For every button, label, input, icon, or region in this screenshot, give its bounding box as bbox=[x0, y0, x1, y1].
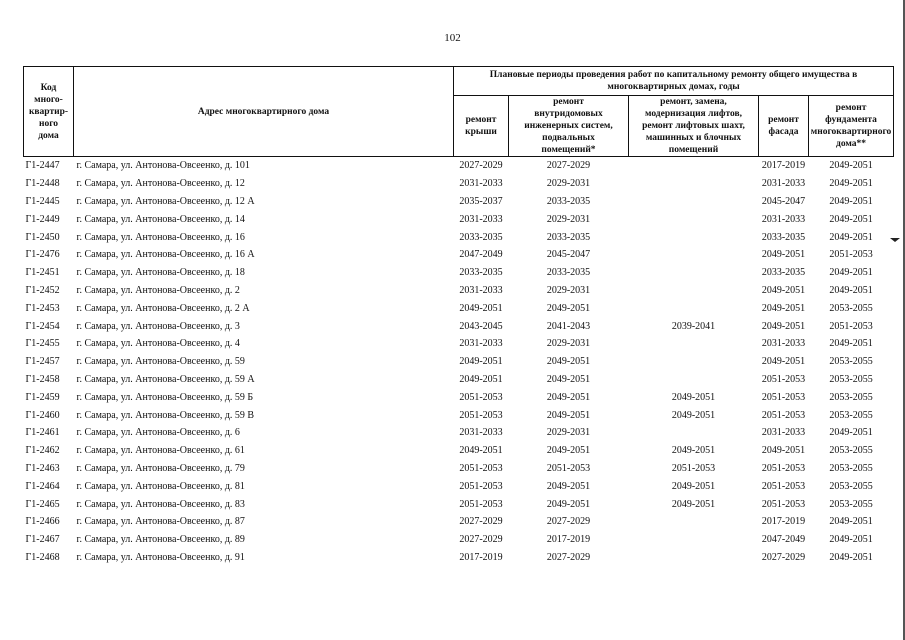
cell-elevators: 2049-2051 bbox=[671, 498, 716, 510]
table-row bbox=[24, 371, 894, 389]
cell-facade: 2049-2051 bbox=[761, 249, 806, 261]
cell-roof: 2027-2029 bbox=[459, 516, 503, 528]
cell-systems: 2029-2031 bbox=[546, 213, 591, 225]
cell-roof: 2017-2019 bbox=[459, 551, 503, 563]
cell-foundation: 2049-2051 bbox=[829, 516, 873, 528]
table-row bbox=[24, 549, 894, 567]
cell-address: г. Самара, ул. Антонова-Овсеенко, д. 16 bbox=[76, 231, 245, 243]
table-row bbox=[24, 175, 894, 193]
cell-roof: 2031-2033 bbox=[459, 178, 503, 190]
cell-roof: 2051-2053 bbox=[459, 391, 503, 403]
table-row bbox=[24, 228, 894, 246]
cell-roof: 2027-2029 bbox=[459, 160, 503, 172]
cell-elevators bbox=[629, 424, 759, 442]
cell-facade: 2051-2053 bbox=[761, 498, 806, 510]
cell-facade: 2051-2053 bbox=[761, 462, 806, 474]
cell-elevators bbox=[629, 193, 759, 211]
cell-roof: 2051-2053 bbox=[459, 480, 503, 492]
header-elevators: ремонт, замена, модернизация лифтов, ремонт лифтовых шахт, машинных и блочных помещений bbox=[629, 96, 759, 157]
cell-facade: 2027-2029 bbox=[761, 551, 806, 563]
cell-facade: 2051-2053 bbox=[761, 391, 806, 403]
cell-facade: 2049-2051 bbox=[761, 356, 806, 368]
cell-code: Г1-2458 bbox=[25, 373, 60, 385]
cell-address: г. Самара, ул. Антонова-Овсеенко, д. 59 bbox=[76, 356, 245, 368]
cell-elevators bbox=[629, 353, 759, 371]
cell-code: Г1-2445 bbox=[25, 195, 60, 207]
header-foundation: ремонт фундамента многоквартирного дома** bbox=[809, 96, 894, 157]
cell-foundation: 2049-2051 bbox=[829, 195, 873, 207]
cell-elevators: 2049-2051 bbox=[671, 391, 716, 403]
cell-foundation: 2051-2053 bbox=[829, 320, 873, 332]
header-group-text: Плановые периоды проведения работ по капитальному ремонту общего имущества в многоквартирных домах, годы bbox=[489, 70, 858, 92]
cell-systems: 2049-2051 bbox=[546, 480, 591, 492]
cell-roof: 2031-2033 bbox=[459, 338, 503, 350]
cell-address: г. Самара, ул. Антонова-Овсеенко, д. 12 bbox=[76, 178, 245, 190]
cell-roof: 2049-2051 bbox=[459, 302, 503, 314]
cell-systems: 2049-2051 bbox=[546, 409, 591, 421]
header-roof: ремонт крыши bbox=[454, 96, 509, 157]
cell-address: г. Самара, ул. Антонова-Овсеенко, д. 2 bbox=[76, 284, 240, 296]
cell-roof: 2035-2037 bbox=[459, 195, 503, 207]
table-row bbox=[24, 388, 894, 406]
cell-facade: 2017-2019 bbox=[761, 160, 806, 172]
cell-code: Г1-2454 bbox=[25, 320, 60, 332]
cell-address: г. Самара, ул. Антонова-Овсеенко, д. 18 bbox=[76, 267, 245, 279]
cell-systems: 2029-2031 bbox=[546, 284, 591, 296]
cell-systems: 2033-2035 bbox=[546, 267, 591, 279]
cell-elevators: 2049-2051 bbox=[671, 409, 716, 421]
cell-elevators bbox=[629, 175, 759, 193]
cell-facade: 2049-2051 bbox=[761, 302, 806, 314]
table-row bbox=[24, 157, 894, 175]
cell-roof: 2049-2051 bbox=[459, 373, 503, 385]
header-systems: ремонт внутридомовых инженерных систем, подвальных помещений* bbox=[509, 96, 629, 157]
cell-systems: 2049-2051 bbox=[546, 356, 591, 368]
cell-systems: 2029-2031 bbox=[546, 338, 591, 350]
cell-code: Г1-2464 bbox=[25, 480, 60, 492]
page-number: 102 bbox=[444, 32, 461, 44]
cell-elevators bbox=[629, 282, 759, 300]
table-row bbox=[24, 335, 894, 353]
cell-elevators bbox=[629, 228, 759, 246]
cell-address: г. Самара, ул. Антонова-Овсеенко, д. 59 Б bbox=[76, 391, 254, 403]
table-row bbox=[24, 193, 894, 211]
cell-foundation: 2053-2055 bbox=[829, 373, 873, 385]
cell-foundation: 2053-2055 bbox=[829, 302, 873, 314]
cell-elevators: 2039-2041 bbox=[671, 320, 716, 332]
cell-systems: 2029-2031 bbox=[546, 427, 591, 439]
cell-roof: 2047-2049 bbox=[459, 249, 503, 261]
cell-foundation: 2053-2055 bbox=[829, 445, 873, 457]
cell-systems: 2045-2047 bbox=[546, 249, 591, 261]
cell-foundation: 2053-2055 bbox=[829, 462, 873, 474]
cell-foundation: 2049-2051 bbox=[829, 160, 873, 172]
cell-address: г. Самара, ул. Антонова-Овсеенко, д. 81 bbox=[76, 480, 245, 492]
cell-facade: 2031-2033 bbox=[761, 178, 806, 190]
cell-elevators bbox=[629, 246, 759, 264]
cell-foundation: 2049-2051 bbox=[829, 267, 873, 279]
cell-code: Г1-2463 bbox=[25, 462, 60, 474]
cell-foundation: 2051-2053 bbox=[829, 249, 873, 261]
cell-code: Г1-2459 bbox=[25, 391, 60, 403]
cell-roof: 2051-2053 bbox=[459, 498, 503, 510]
cell-facade: 2031-2033 bbox=[761, 427, 806, 439]
cell-address: г. Самара, ул. Антонова-Овсеенко, д. 59 А bbox=[76, 373, 255, 385]
cell-code: Г1-2450 bbox=[25, 231, 60, 243]
cell-elevators: 2049-2051 bbox=[671, 445, 716, 457]
cell-systems: 2017-2019 bbox=[546, 534, 591, 546]
cell-code: Г1-2451 bbox=[25, 267, 60, 279]
header-address: Адрес многоквартирного дома bbox=[74, 67, 454, 157]
cell-facade: 2033-2035 bbox=[761, 231, 806, 243]
cell-code: Г1-2452 bbox=[25, 284, 60, 296]
cell-address: г. Самара, ул. Антонова-Овсеенко, д. 87 bbox=[76, 516, 245, 528]
table-row bbox=[24, 442, 894, 460]
cell-code: Г1-2467 bbox=[25, 534, 60, 546]
table-row bbox=[24, 424, 894, 442]
cell-code: Г1-2455 bbox=[25, 338, 60, 350]
cell-facade: 2049-2051 bbox=[761, 445, 806, 457]
cell-facade: 2049-2051 bbox=[761, 320, 806, 332]
cell-facade: 2051-2053 bbox=[761, 409, 806, 421]
cell-address: г. Самара, ул. Антонова-Овсеенко, д. 2 А bbox=[76, 302, 250, 314]
cell-systems: 2051-2053 bbox=[546, 462, 591, 474]
cell-code: Г1-2466 bbox=[25, 516, 60, 528]
table-row bbox=[24, 406, 894, 424]
cell-code: Г1-2465 bbox=[25, 498, 60, 510]
cell-facade: 2051-2053 bbox=[761, 480, 806, 492]
table-row bbox=[24, 460, 894, 478]
cell-facade: 2031-2033 bbox=[761, 338, 806, 350]
cell-code: Г1-2476 bbox=[25, 249, 60, 261]
cell-roof: 2033-2035 bbox=[459, 267, 503, 279]
cell-foundation: 2053-2055 bbox=[829, 409, 873, 421]
header-group-title bbox=[454, 67, 894, 96]
cell-systems: 2049-2051 bbox=[546, 391, 591, 403]
table-row bbox=[24, 299, 894, 317]
cell-systems: 2049-2051 bbox=[546, 302, 591, 314]
cell-address: г. Самара, ул. Антонова-Овсеенко, д. 83 bbox=[76, 498, 245, 510]
cell-code: Г1-2453 bbox=[25, 302, 60, 314]
cell-foundation: 2049-2051 bbox=[829, 551, 873, 563]
cell-address: г. Самара, ул. Антонова-Овсеенко, д. 4 bbox=[76, 338, 240, 350]
cell-elevators bbox=[629, 513, 759, 531]
cell-roof: 2033-2035 bbox=[459, 231, 503, 243]
cell-facade: 2051-2053 bbox=[761, 373, 806, 385]
cell-code: Г1-2447 bbox=[25, 160, 60, 172]
cell-foundation: 2049-2051 bbox=[829, 231, 873, 243]
cell-facade: 2017-2019 bbox=[761, 516, 806, 528]
cell-foundation: 2053-2055 bbox=[829, 391, 873, 403]
cell-elevators bbox=[629, 371, 759, 389]
header-code-text: Код много- квартир- ного дома bbox=[28, 82, 69, 141]
cell-elevators bbox=[629, 210, 759, 228]
cell-roof: 2031-2033 bbox=[459, 427, 503, 439]
cell-address: г. Самара, ул. Антонова-Овсеенко, д. 3 bbox=[76, 320, 240, 332]
table-row bbox=[24, 282, 894, 300]
cell-roof: 2031-2033 bbox=[459, 213, 503, 225]
table-row bbox=[24, 353, 894, 371]
cell-code: Г1-2460 bbox=[25, 409, 60, 421]
cell-address: г. Самара, ул. Антонова-Овсеенко, д. 61 bbox=[76, 445, 245, 457]
cell-systems: 2033-2035 bbox=[546, 195, 591, 207]
cell-facade: 2031-2033 bbox=[761, 213, 806, 225]
table-row bbox=[24, 477, 894, 495]
cell-foundation: 2053-2055 bbox=[829, 498, 873, 510]
cell-elevators bbox=[629, 157, 759, 175]
cell-roof: 2027-2029 bbox=[459, 534, 503, 546]
cell-code: Г1-2461 bbox=[25, 427, 60, 439]
cell-roof: 2051-2053 bbox=[459, 409, 503, 421]
scroll-marker-icon bbox=[890, 238, 900, 242]
cell-elevators bbox=[629, 299, 759, 317]
cell-code: Г1-2462 bbox=[25, 445, 60, 457]
cell-systems: 2029-2031 bbox=[546, 178, 591, 190]
cell-foundation: 2049-2051 bbox=[829, 178, 873, 190]
cell-foundation: 2049-2051 bbox=[829, 534, 873, 546]
table-row bbox=[24, 531, 894, 549]
cell-code: Г1-2457 bbox=[25, 356, 60, 368]
cell-address: г. Самара, ул. Антонова-Овсеенко, д. 16 А bbox=[76, 249, 255, 261]
cell-systems: 2041-2043 bbox=[546, 320, 591, 332]
table-row bbox=[24, 246, 894, 264]
header-facade: ремонт фасада bbox=[759, 96, 809, 157]
cell-roof: 2051-2053 bbox=[459, 462, 503, 474]
cell-systems: 2033-2035 bbox=[546, 231, 591, 243]
cell-facade: 2049-2051 bbox=[761, 284, 806, 296]
cell-systems: 2049-2051 bbox=[546, 373, 591, 385]
cell-address: г. Самара, ул. Антонова-Овсеенко, д. 101 bbox=[76, 160, 250, 172]
cell-elevators bbox=[629, 531, 759, 549]
cell-systems: 2049-2051 bbox=[546, 445, 591, 457]
cell-elevators bbox=[629, 335, 759, 353]
cell-facade: 2033-2035 bbox=[761, 267, 806, 279]
cell-roof: 2049-2051 bbox=[459, 445, 503, 457]
cell-address: г. Самара, ул. Антонова-Овсеенко, д. 91 bbox=[76, 551, 245, 563]
repair-schedule-table bbox=[23, 66, 894, 566]
cell-foundation: 2053-2055 bbox=[829, 356, 873, 368]
cell-address: г. Самара, ул. Антонова-Овсеенко, д. 14 bbox=[76, 213, 245, 225]
table-body bbox=[24, 157, 894, 567]
cell-address: г. Самара, ул. Антонова-Овсеенко, д. 79 bbox=[76, 462, 245, 474]
cell-systems: 2049-2051 bbox=[546, 498, 591, 510]
cell-roof: 2043-2045 bbox=[459, 320, 503, 332]
cell-code: Г1-2468 bbox=[25, 551, 60, 563]
table-row bbox=[24, 317, 894, 335]
table-row bbox=[24, 264, 894, 282]
cell-systems: 2027-2029 bbox=[546, 516, 591, 528]
cell-address: г. Самара, ул. Антонова-Овсеенко, д. 12 А bbox=[76, 195, 255, 207]
cell-elevators bbox=[629, 264, 759, 282]
cell-foundation: 2049-2051 bbox=[829, 284, 873, 296]
table-row bbox=[24, 210, 894, 228]
cell-elevators: 2049-2051 bbox=[671, 480, 716, 492]
header-code bbox=[24, 67, 74, 157]
table-row bbox=[24, 495, 894, 513]
table-row bbox=[24, 513, 894, 531]
cell-address: г. Самара, ул. Антонова-Овсеенко, д. 6 bbox=[76, 427, 240, 439]
cell-elevators: 2051-2053 bbox=[671, 462, 716, 474]
cell-foundation: 2049-2051 bbox=[829, 213, 873, 225]
cell-code: Г1-2449 bbox=[25, 213, 60, 225]
cell-address: г. Самара, ул. Антонова-Овсеенко, д. 89 bbox=[76, 534, 245, 546]
cell-address: г. Самара, ул. Антонова-Овсеенко, д. 59 В bbox=[76, 409, 255, 421]
cell-systems: 2027-2029 bbox=[546, 160, 591, 172]
cell-roof: 2031-2033 bbox=[459, 284, 503, 296]
cell-facade: 2045-2047 bbox=[761, 195, 806, 207]
cell-facade: 2047-2049 bbox=[761, 534, 806, 546]
cell-roof: 2049-2051 bbox=[459, 356, 503, 368]
cell-foundation: 2049-2051 bbox=[829, 427, 873, 439]
cell-foundation: 2049-2051 bbox=[829, 338, 873, 350]
cell-foundation: 2053-2055 bbox=[829, 480, 873, 492]
cell-systems: 2027-2029 bbox=[546, 551, 591, 563]
cell-code: Г1-2448 bbox=[25, 178, 60, 190]
cell-elevators bbox=[629, 549, 759, 567]
